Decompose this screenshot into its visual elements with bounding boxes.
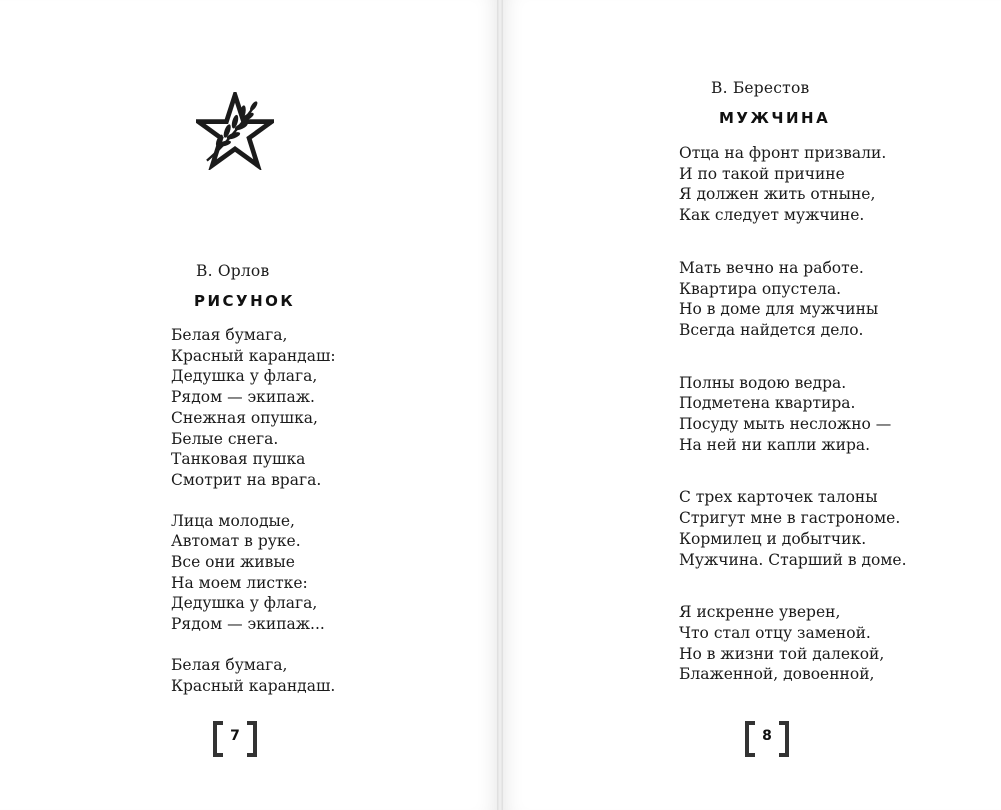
poem-line: Полны водою ведра. <box>679 373 847 392</box>
poem-line: Рядом — экипаж. <box>171 388 315 407</box>
poem-line: На моем листке: <box>171 573 308 592</box>
poem-line: Стригут мне в гастрономе. <box>679 509 901 528</box>
poem-line: Отца на фронт призвали. <box>679 144 887 162</box>
poem-title: РИСУНОК <box>194 292 296 310</box>
stanza <box>679 602 907 685</box>
poem-line: Всегда найдется дело. <box>679 320 864 339</box>
poem-line: И по такой причине <box>679 164 845 183</box>
poem-line: На ней ни капли жира. <box>679 435 871 454</box>
star-with-laurel-branch-icon <box>196 92 274 170</box>
stanza <box>679 143 907 226</box>
poem-line: Красный карандаш. <box>171 676 336 695</box>
poem-line: Белая бумага, <box>171 326 288 344</box>
poem-line: Белая бумага, <box>171 655 288 674</box>
poem-line: Посуду мыть несложно — <box>679 415 892 434</box>
poem-line: Смотрит на врага. <box>171 470 322 489</box>
poem-line: Мать вечно на работе. <box>679 258 864 277</box>
poem-line: Как следует мужчине. <box>679 206 865 225</box>
poem-line: Я должен жить отныне, <box>679 185 876 204</box>
poem-body <box>679 143 907 685</box>
poem-title: МУЖЧИНА <box>719 109 831 127</box>
poem-body <box>171 325 336 696</box>
poem-line: Я искренне уверен, <box>679 603 841 622</box>
poem-line: Все они живые <box>171 553 295 572</box>
stanza <box>679 487 907 570</box>
poem-line: Автомат в руке. <box>171 532 301 551</box>
poem-line: Квартира опустела. <box>679 279 842 298</box>
page-number: 7 <box>213 721 257 751</box>
poem-line: Мужчина. Старший в доме. <box>679 550 907 569</box>
poem-line: Снежная опушка, <box>171 408 318 427</box>
poem-line: С трех карточек талоны <box>679 488 878 507</box>
stanza <box>171 511 336 635</box>
poem-line: Но в доме для мужчины <box>679 300 879 319</box>
poem-line: Танковая пушка <box>171 450 306 469</box>
poem-line: Но в жизни той далекой, <box>679 644 885 663</box>
stanza <box>679 373 907 456</box>
poem-line: Лица молодые, <box>171 511 295 530</box>
stanza <box>171 655 336 696</box>
poem-line: Подметена квартира. <box>679 394 856 413</box>
poem-line: Дедушка у флага, <box>171 594 318 613</box>
poem-line: Что стал отцу заменой. <box>679 623 871 642</box>
poem-line: Рядом — экипаж... <box>171 615 325 634</box>
poem-line: Красный карандаш: <box>171 346 336 365</box>
poem-line: Белые снега. <box>171 429 279 448</box>
poem-author: В. Берестов <box>711 79 810 97</box>
right-page <box>503 0 1001 810</box>
poem-line: Блаженной, довоенной, <box>679 665 875 684</box>
left-page <box>0 0 497 810</box>
poem-line: Кормилец и добытчик. <box>679 529 867 548</box>
stanza <box>171 325 336 491</box>
page-number: 8 <box>745 721 789 751</box>
poem-line: Дедушка у флага, <box>171 367 318 386</box>
stanza <box>679 258 907 341</box>
poem-author: В. Орлов <box>196 262 270 280</box>
